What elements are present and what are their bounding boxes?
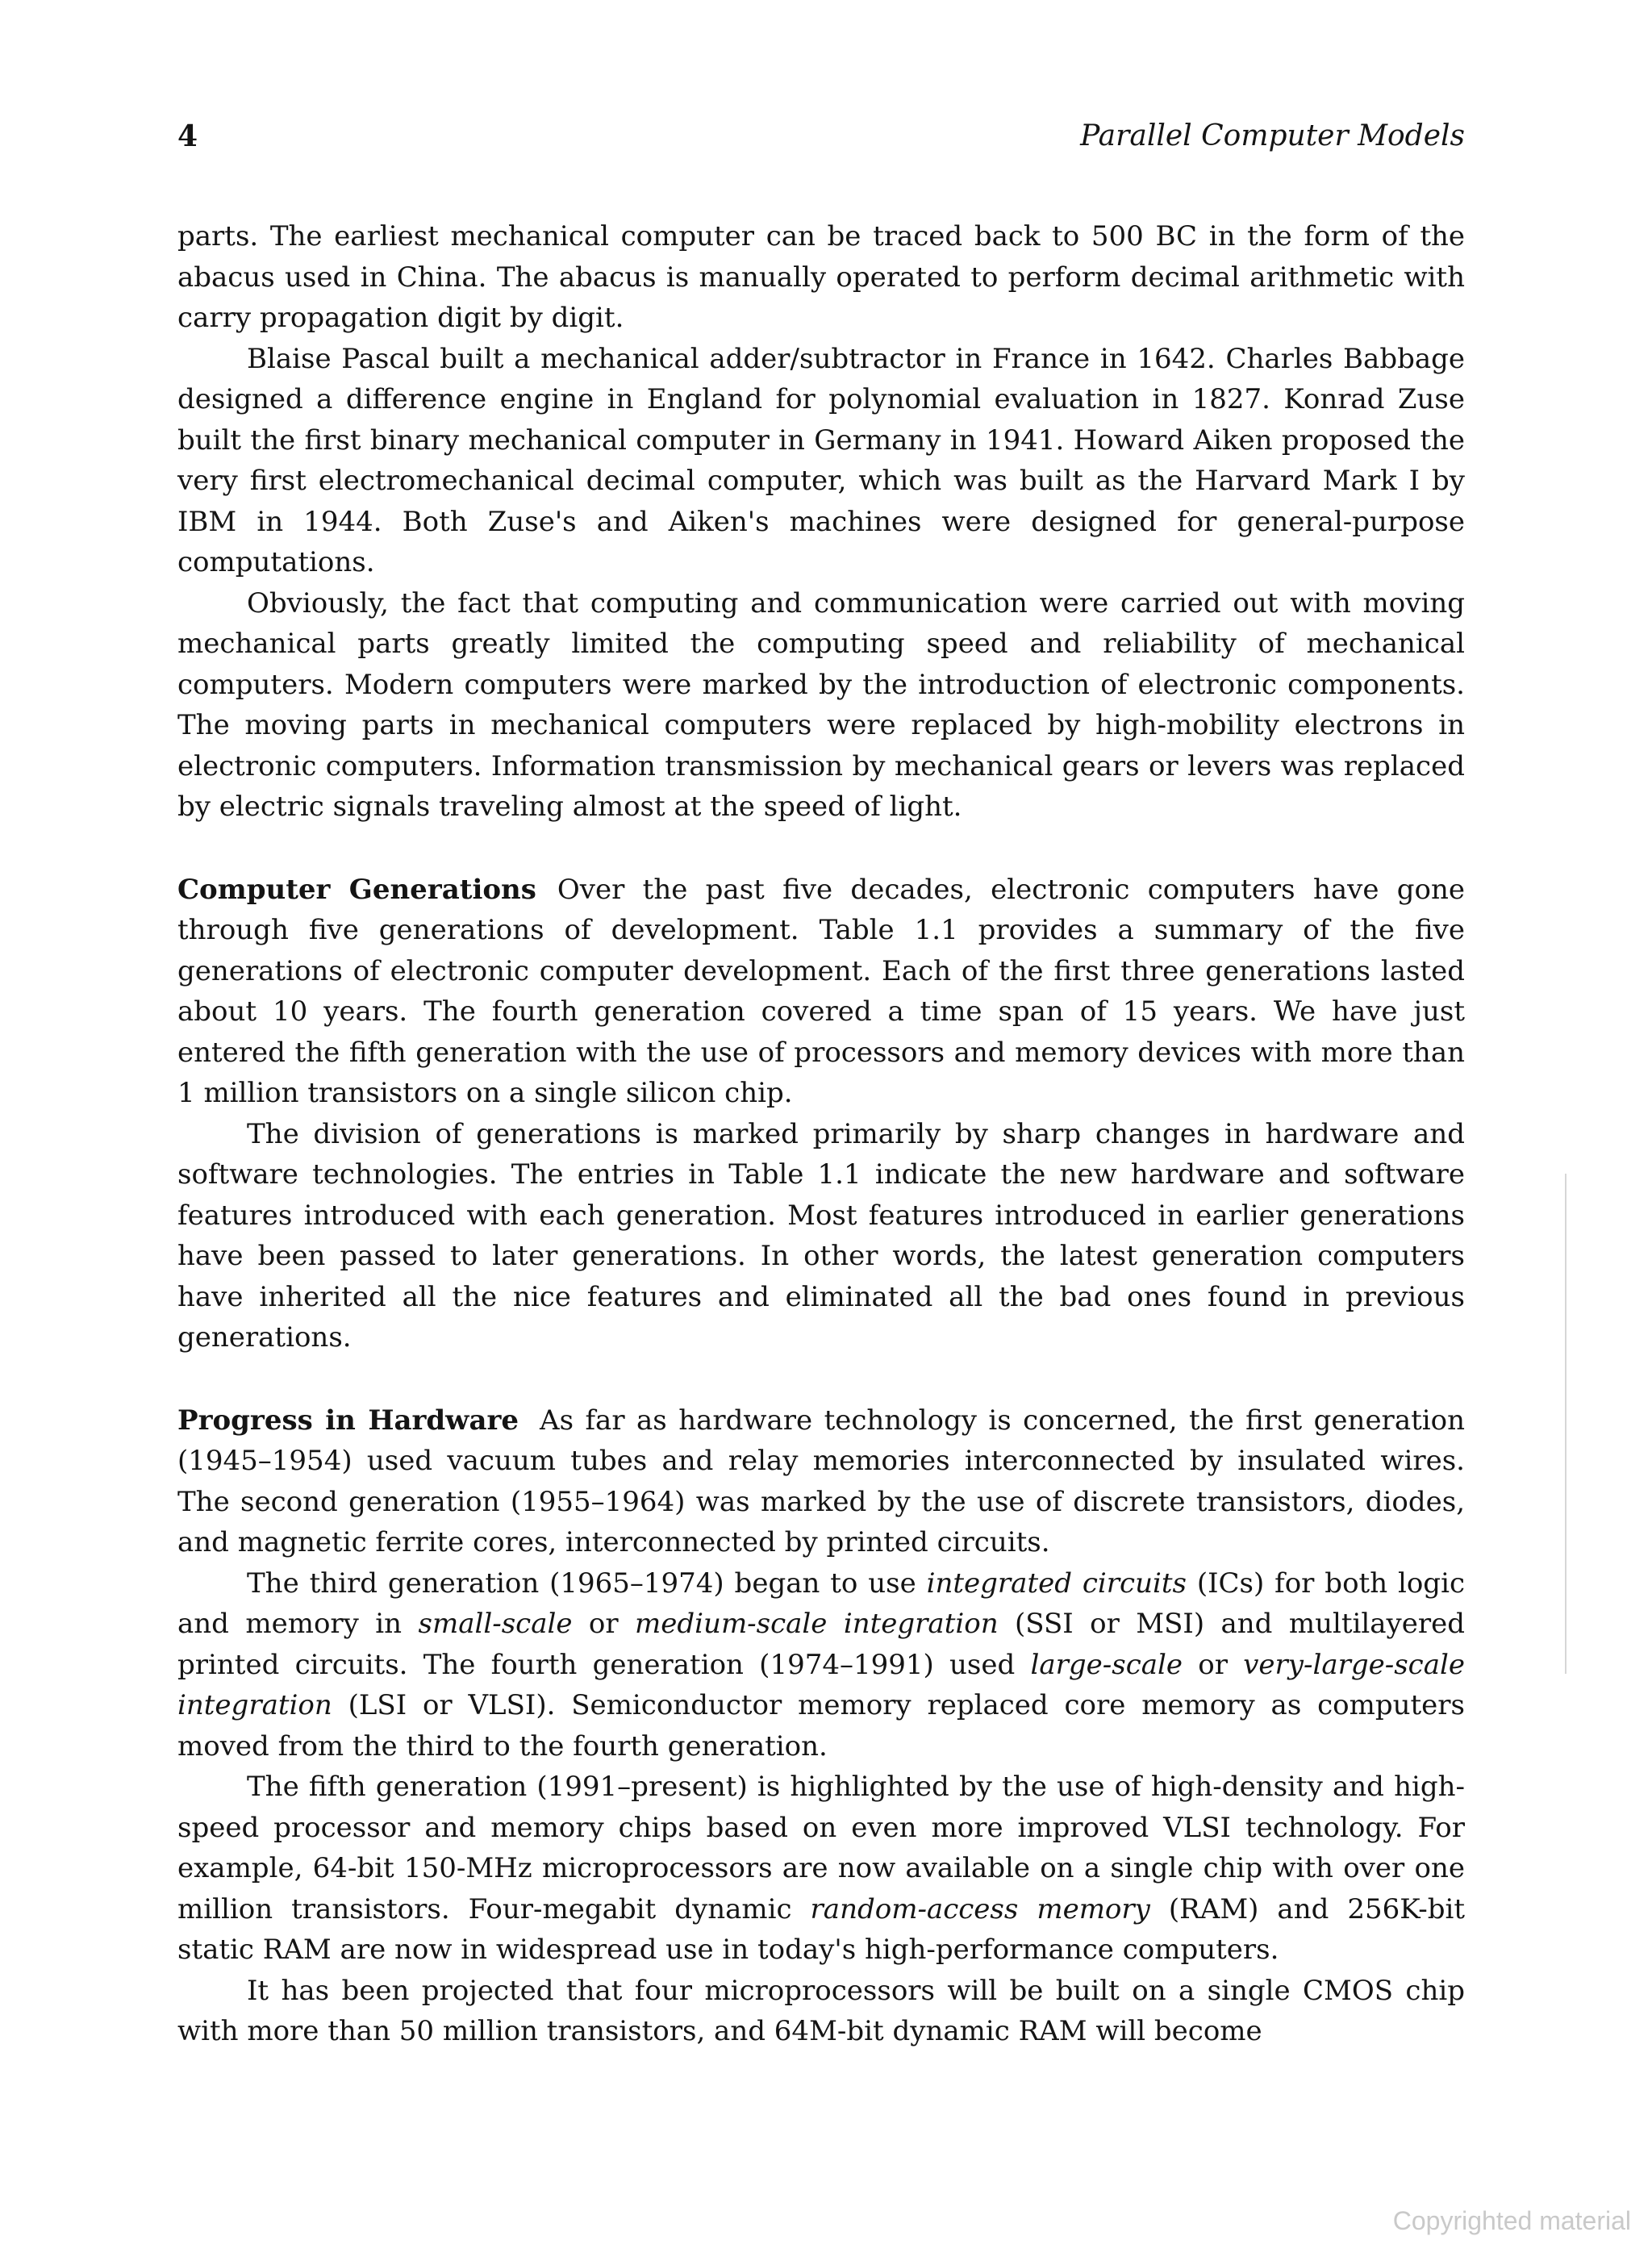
paragraph-hardware-text: As far as hardware technology is concerned, the first generation (1945–1954) used vacuum tubes and relay memories interconnected by insulated wires. The second generation (1955–1964) was marked by the use of discrete transistors, diodes, and magnetic ferrite cores, interconnected by printed circuits. xyxy=(177,1404,1465,1558)
paragraph-generations-intro xyxy=(177,870,1465,1114)
emphasis-term: small-scale xyxy=(418,1608,573,1640)
margin-rule xyxy=(1565,1174,1566,1674)
emphasis-term: medium-scale integration xyxy=(635,1608,999,1640)
text-run: (RAM) and 256K-bit static RAM are now in widespread use in today's high-performance computers. xyxy=(177,1892,1465,1966)
text-run: The fifth generation (1991–present) is highlighted by the use of high-density and high-speed processor and memory chips based on even more improved VLSI technology. For example, 64-bit 150-MHz microprocessors are now available on a single chip with over one million transistors. Four-megabit dynamic xyxy=(177,1771,1465,1925)
section-heading-generations: Computer Generations xyxy=(177,873,536,906)
page-number: 4 xyxy=(177,119,198,153)
text-run: or xyxy=(1183,1648,1244,1681)
copyright-watermark: Copyrighted material xyxy=(1392,2206,1631,2235)
text-run: (LSI or VLSI). Semiconductor memory replaced core memory as computers moved from the third to the fourth generation. xyxy=(177,1689,1465,1763)
text-run: (ICs) for both logic and memory in xyxy=(177,1567,1465,1640)
text-run: (SSI or MSI) and multilayered printed circuits. The fourth generation (1974–1991) used xyxy=(177,1608,1466,1681)
paragraph-fifth-generation xyxy=(177,1767,1465,1971)
section-heading-hardware: Progress in Hardware xyxy=(177,1404,519,1437)
running-title: Parallel Computer Models xyxy=(1080,119,1465,152)
paragraph-abacus: parts. The earliest mechanical computer can be traced back to 500 BC in the form of the abacus used in China. The abacus is manually operated to perform decimal arithmetic with carry propagation digit by digit. xyxy=(177,220,1465,334)
running-head xyxy=(177,119,1465,168)
emphasis-term: large-scale xyxy=(1030,1648,1183,1681)
paragraph-mechanical-history: Blaise Pascal built a mechanical adder/subtractor in France in 1642. Charles Babbage designed a difference engine in England for polynomial evaluation in 1827. Konrad Zuse built the first binary mechanical computer in Germany in 1941. Howard Aiken proposed the very first electromechanical decimal computer, which was built as the Harvard Mark I by IBM in 1944. Both Zuse's and Aiken's machines were designed for general-purpose computations. xyxy=(177,342,1465,578)
book-page xyxy=(177,119,1465,2052)
emphasis-term: random-access memory xyxy=(810,1892,1150,1925)
emphasis-term: very-large-scale integration xyxy=(177,1648,1465,1721)
emphasis-term: integrated circuits xyxy=(926,1567,1187,1600)
text-run: The third generation (1965–1974) began to use xyxy=(247,1567,927,1600)
paragraph-third-fourth-generation xyxy=(177,1563,1465,1767)
paragraph-generation-division: The division of generations is marked primarily by sharp changes in hardware and software technologies. The entries in Table 1.1 indicate the new hardware and software features introduced with each generation. Most features introduced in earlier generations have been passed to later generations. In other words, the latest generation computers have inherited all the nice features and eliminated all the bad ones found in previous generations. xyxy=(177,1117,1465,1354)
paragraph-electronic-components: Obviously, the fact that computing and communication were carried out with moving mechanical parts greatly limited the computing speed and reliability of mechanical computers. Modern computers were marked by the introduction of electronic components. The moving parts in mechanical computers were replaced by high-mobility electrons in electronic computers. Information transmission by mechanical gears or levers was replaced by electric signals traveling almost at the speed of light. xyxy=(177,586,1465,823)
paragraph-hardware-intro xyxy=(177,1400,1465,1563)
paragraph-projection: It has been projected that four microprocessors will be built on a single CMOS chip with more than 50 million transistors, and 64M-bit dynamic RAM will become xyxy=(177,1974,1465,2047)
paragraph-generations-text: Over the past five decades, electronic computers have gone through five generations of development. Table 1.1 provides a summary of the five generations of electronic computer development. Each of the first three generations lasted about 10 years. The fourth generation covered a time span of 15 years. We have just entered the fifth generation with the use of processors and memory devices with more than 1 million transistors on a single silicon chip. xyxy=(177,873,1465,1109)
text-run: or xyxy=(572,1608,636,1640)
